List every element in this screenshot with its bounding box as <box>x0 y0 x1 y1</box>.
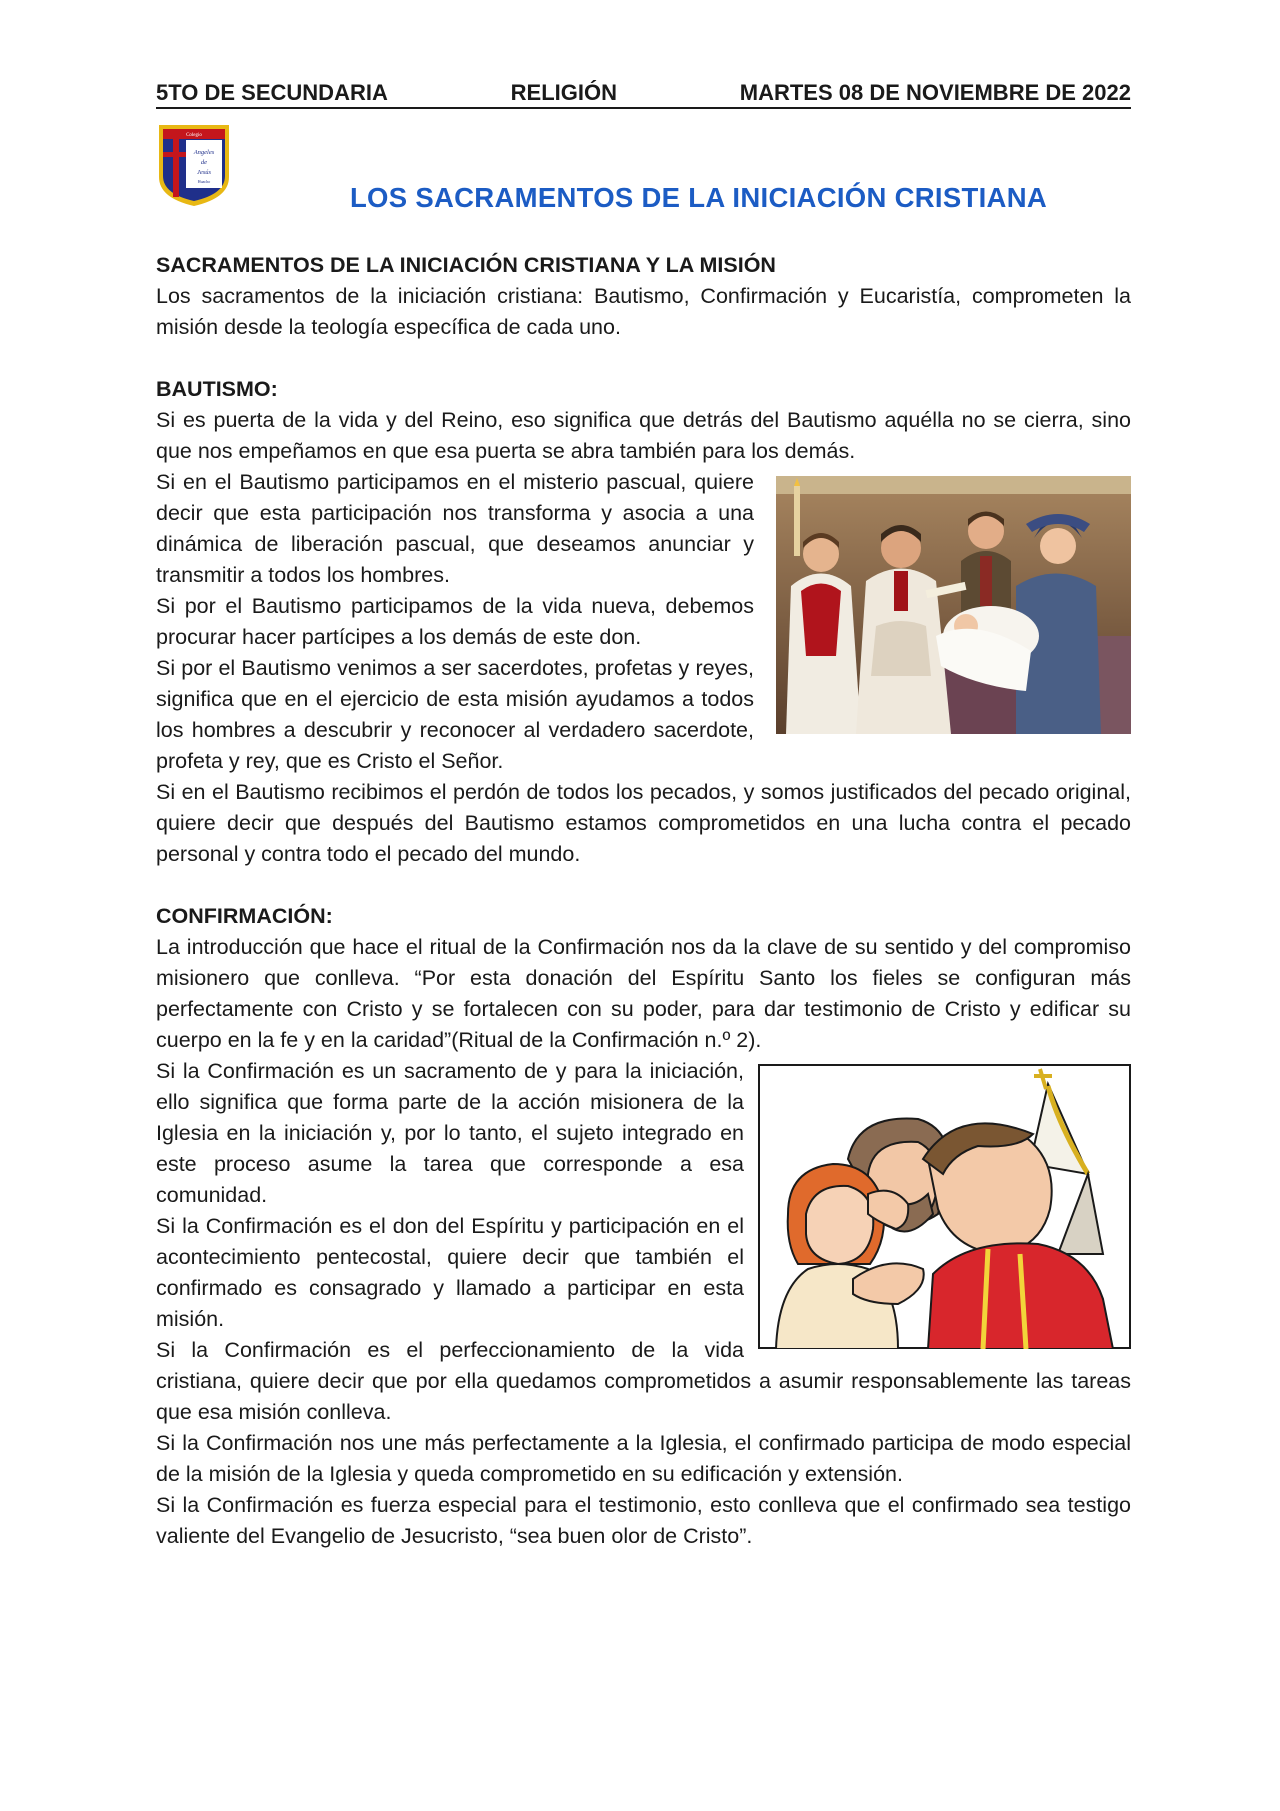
intro-heading: SACRAMENTOS DE LA INICIACIÓN CRISTIANA Y LA MISIÓN <box>156 253 776 277</box>
confirmacion-paragraph-4: Si la Confirmación es el perfeccionamiento de la vida cristiana, quiere decir que por ella quedamos comprometidos a asumir responsablemente las tareas que esa misión conlleva. <box>156 1338 1131 1424</box>
confirmation-illustration <box>758 1064 1131 1349</box>
logo-line3: Jesús <box>196 169 212 176</box>
bautismo-paragraph-4: Si por el Bautismo venimos a ser sacerdotes, profetas y reyes, significa que en el ejercicio de esta misión ayudamos a todos los hombres a descubrir y reconocer al verdadero sacerdote, profeta y rey, que es Cristo el Señor. <box>156 656 754 773</box>
baptism-illustration <box>776 476 1131 734</box>
confirmacion-paragraph-1: La introducción que hace el ritual de la Confirmación nos da la clave de su sentido y del compromiso misionero que conlleva. “Por esta donación del Espíritu Santo los fieles se configuran más perfectamente con Cristo y se fortalecen con su poder, para dar testimonio de Cristo y edificar su cuerpo en la fe y en la caridad”(Ritual de la Confirmación n.º 2). <box>156 935 1131 1052</box>
bautismo-heading: BAUTISMO: <box>156 377 278 401</box>
document-page <box>156 76 1131 1548</box>
logo-line2: de <box>200 159 208 166</box>
bautismo-paragraph-1: Si es puerta de la vida y del Reino, eso significa que detrás del Bautismo aquélla no se cierra, sino que nos empeñamos en que esa puerta se abra también para los demás. <box>156 408 1131 463</box>
logo-line1: Angeles <box>193 149 215 156</box>
intro-paragraph: Los sacramentos de la iniciación cristiana: Bautismo, Confirmación y Eucaristía, comprometen la misión desde la teología específica de cada uno. <box>156 284 1131 339</box>
logo-top-text: Colegio <box>186 133 202 138</box>
logo-bottom-text: Huacho <box>197 179 211 184</box>
confirmacion-paragraph-6: Si la Confirmación es fuerza especial para el testimonio, esto conlleva que el confirmado sea testigo valiente del Evangelio de Jesucristo, “sea buen olor de Cristo”. <box>156 1493 1131 1548</box>
header-grade: 5TO DE SECUNDARIA <box>156 80 388 105</box>
confirmacion-paragraph-3: Si la Confirmación es el don del Espíritu y participación en el acontecimiento pentecostal, quiere decir que también el confirmado es consagrado y llamado a participar en esta misión. <box>156 1214 744 1331</box>
bautismo-paragraph-2: Si en el Bautismo participamos en el misterio pascual, quiere decir que esta participación nos transforma y asocia a una dinámica de liberación pascual, que deseamos anunciar y transmitir a todos los hombres. <box>156 470 754 587</box>
header-subject: RELIGIÓN <box>510 80 617 105</box>
document-title: LOS SACRAMENTOS DE LA INICIACIÓN CRISTIANA <box>349 182 1048 213</box>
confirmacion-paragraph-2: Si la Confirmación es un sacramento de y para la iniciación, ello significa que forma parte de la acción misionera de la Iglesia en la iniciación y, por lo tanto, el sujeto integrado en este proceso asume la tarea que corresponde a esa comunidad. <box>156 1059 744 1207</box>
confirmacion-paragraph-5: Si la Confirmación nos une más perfectamente a la Iglesia, el confirmado participa de modo especial de la misión de la Iglesia y queda comprometido en su edificación y extensión. <box>156 1431 1131 1486</box>
page-header <box>156 76 1131 109</box>
bautismo-paragraph-3: Si por el Bautismo participamos de la vida nueva, debemos procurar hacer partícipes a los demás de este don. <box>156 594 754 649</box>
confirmacion-heading: CONFIRMACIÓN: <box>156 904 333 928</box>
document-body <box>156 250 1131 1552</box>
header-date: MARTES 08 DE NOVIEMBRE DE 2022 <box>739 80 1131 105</box>
bautismo-paragraph-5: Si en el Bautismo recibimos el perdón de todos los pecados, y somos justificados del pecado original, quiere decir que después del Bautismo estamos comprometidos en una lucha contra el pecado personal y contra todo el pecado del mundo. <box>156 780 1131 866</box>
